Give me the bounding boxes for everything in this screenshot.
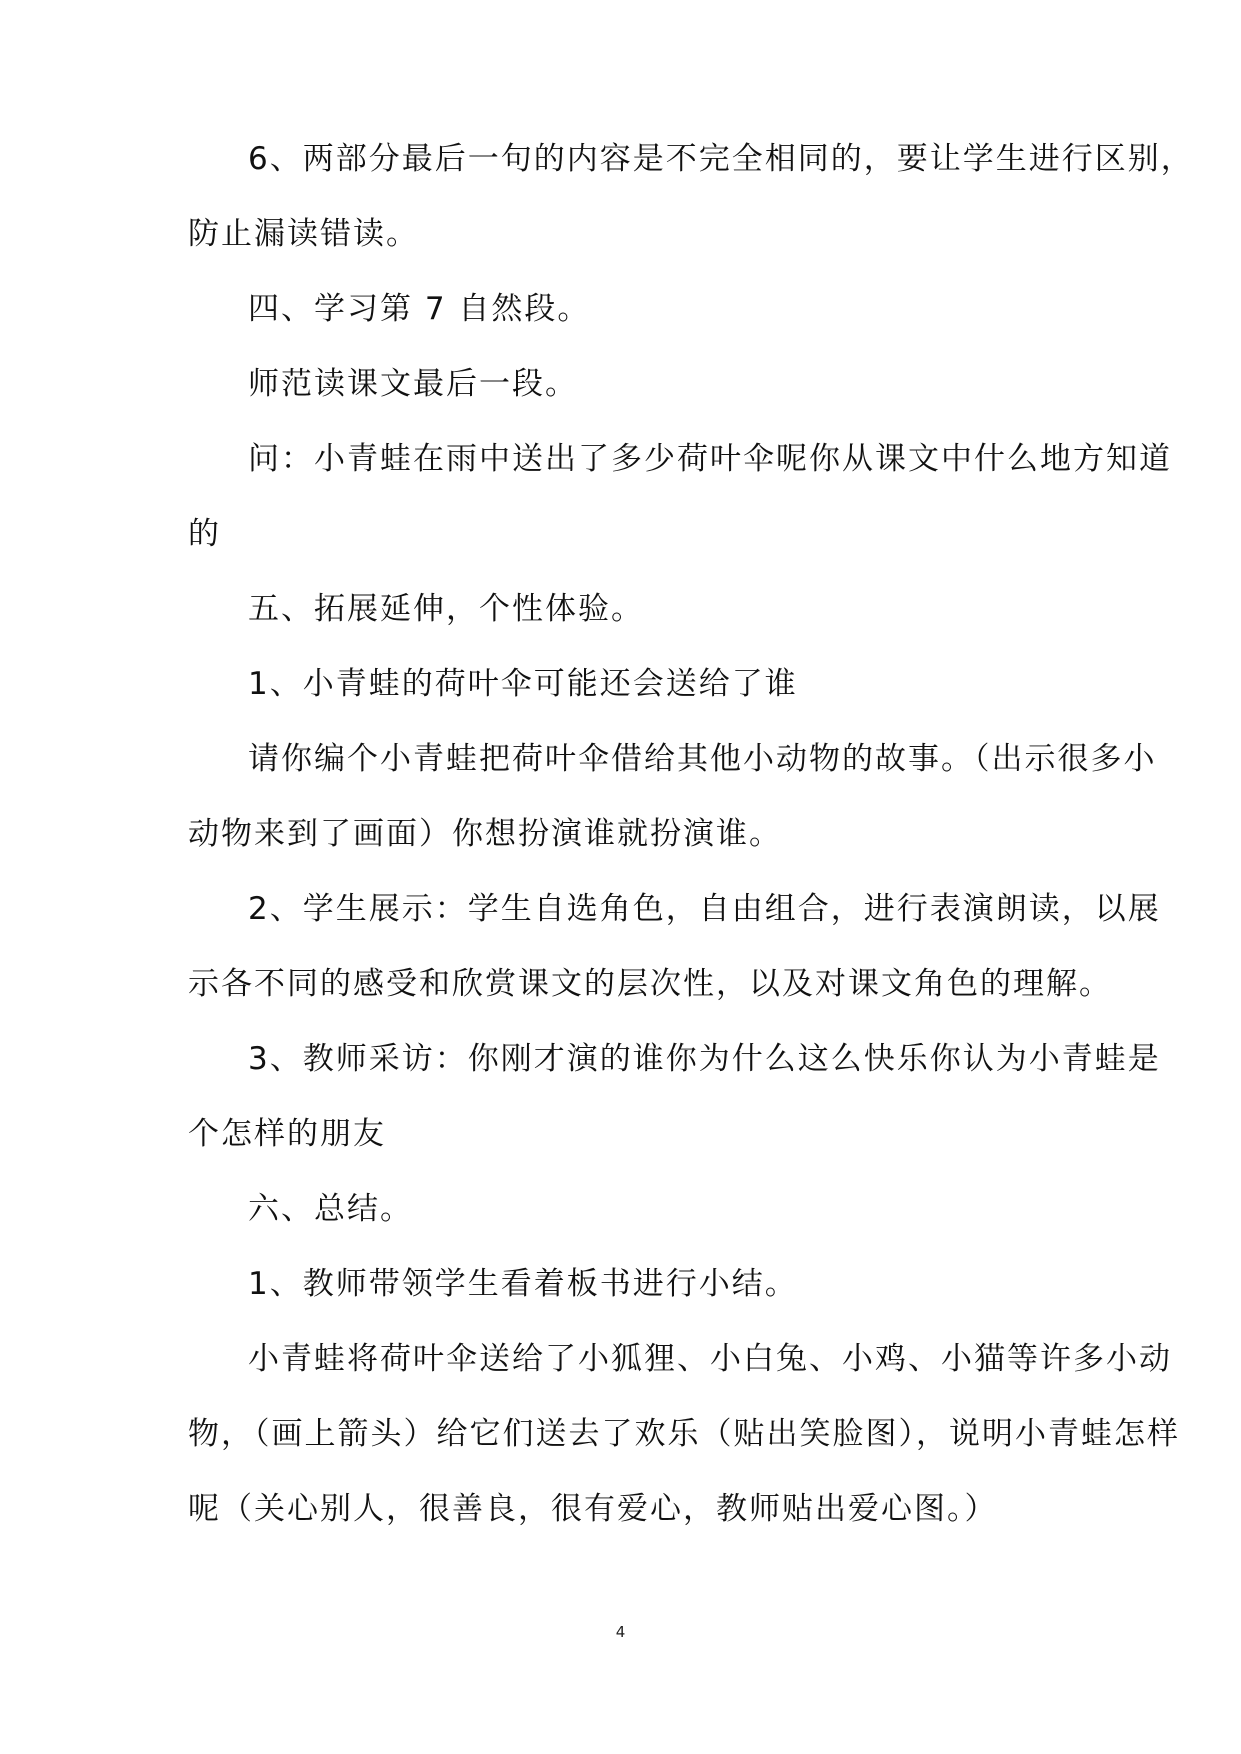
paragraph-5-3-line-2: 个怎样的朋友 <box>188 1116 386 1152</box>
paragraph-summary-line-3: 呢（关心别人，很善良，很有爱心，教师贴出爱心图。） <box>188 1491 998 1527</box>
paragraph-summary-line-1: 小青蛙将荷叶伞送给了小狐狸、小白兔、小鸡、小猫等许多小动 <box>248 1341 1172 1377</box>
paragraph-6-line-1: 6、两部分最后一句的内容是不完全相同的，要让学生进行区别， <box>248 141 1194 177</box>
paragraph-question-line-2: 的 <box>188 516 221 552</box>
page-number: 4 <box>615 1623 626 1641</box>
paragraph-teacher-reads: 师范读课文最后一段。 <box>248 366 578 402</box>
paragraph-summary-line-2: 物，（画上箭头）给它们送去了欢乐（贴出笑脸图），说明小青蛙怎样 <box>188 1416 1180 1452</box>
heading-section-5: 五、拓展延伸，个性体验。 <box>248 591 644 627</box>
paragraph-question-line-1: 问：小青蛙在雨中送出了多少荷叶伞呢你从课文中什么地方知道 <box>248 441 1172 477</box>
body-text <box>188 122 1194 1547</box>
paragraph-story-line-1: 请你编个小青蛙把荷叶伞借给其他小动物的故事。（出示很多小 <box>248 741 1157 777</box>
paragraph-story-line-2: 动物来到了画面）你想扮演谁就扮演谁。 <box>188 816 782 852</box>
paragraph-6-1: 1、教师带领学生看着板书进行小结。 <box>248 1266 798 1302</box>
paragraph-5-3-line-1: 3、教师采访：你刚才演的谁你为什么这么快乐你认为小青蛙是 <box>248 1041 1161 1077</box>
paragraph-5-2-line-2: 示各不同的感受和欣赏课文的层次性，以及对课文角色的理解。 <box>188 966 1112 1002</box>
heading-section-4: 四、学习第 7 自然段。 <box>248 291 591 327</box>
heading-section-6: 六、总结。 <box>248 1191 413 1227</box>
paragraph-6-line-2: 防止漏读错读。 <box>188 216 419 252</box>
paragraph-5-2-line-1: 2、学生展示：学生自选角色，自由组合，进行表演朗读，以展 <box>248 891 1161 927</box>
paragraph-5-1: 1、小青蛙的荷叶伞可能还会送给了谁 <box>248 666 798 702</box>
